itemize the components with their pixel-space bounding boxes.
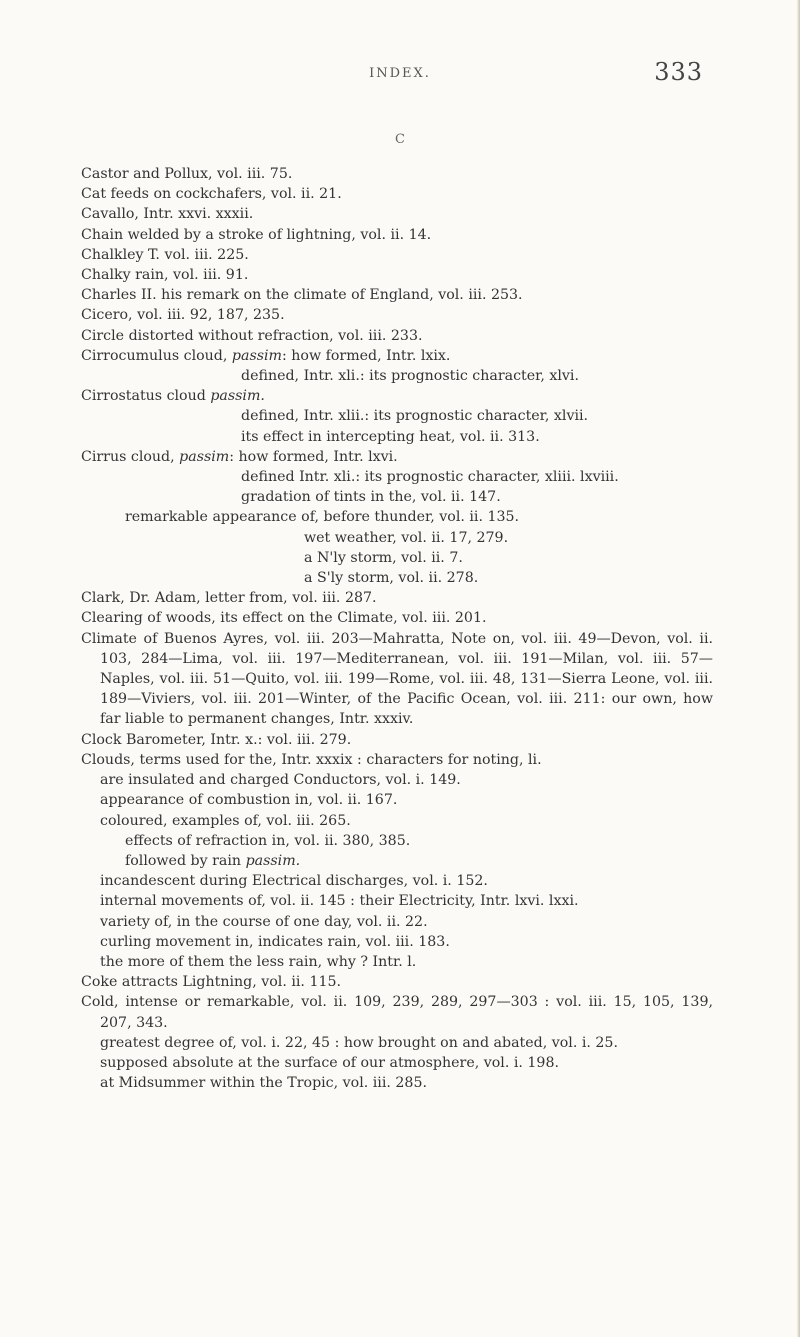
index-subentry: wet weather, vol. ii. 17, 279. — [304, 529, 509, 546]
entry-text: : how formed, Intr. lxvi. — [229, 448, 398, 465]
index-entry: Cat feeds on cockchafers, vol. ii. 21. — [81, 186, 342, 203]
index-subentry: defined Intr. xli.: its prognostic character, xliii. lxviii. — [241, 469, 619, 486]
index-entry: Coke attracts Lightning, vol. ii. 115. — [81, 974, 342, 991]
index-entry: Castor and Pollux, vol. iii. 75. — [81, 166, 293, 182]
section-letter: C — [395, 132, 405, 147]
entry-text: : how formed, Intr. lxix. — [282, 347, 451, 364]
entry-italic: passim — [231, 347, 282, 364]
entry-text: Cirrocumulus cloud, — [81, 347, 232, 364]
index-entry: Charles II. his remark on the climate of England, vol. iii. 253. — [81, 287, 523, 304]
index-entry: Clouds, terms used for the, Intr. xxxix : characters for noting, li. — [81, 751, 542, 768]
index-entry: Circle distorted without refraction, vol. iii. 233. — [81, 327, 423, 344]
index-subentry: the more of them the less rain, why ? Intr. l. — [100, 953, 417, 970]
index-subentry: a S'ly storm, vol. ii. 278. — [304, 570, 479, 587]
index-entry — [81, 346, 713, 366]
index-subentry: defined, Intr. xlii.: its prognostic character, xlvii. — [241, 408, 589, 425]
entry-text: Cirrostatus cloud — [81, 388, 211, 405]
index-entry — [81, 447, 713, 467]
index-subentry — [81, 851, 713, 871]
index-entry — [81, 386, 713, 406]
index-entry: Clock Barometer, Intr. x.: vol. iii. 279. — [81, 731, 352, 748]
running-title: INDEX. — [369, 66, 431, 81]
index-subentry: defined, Intr. xli.: its prognostic character, xlvi. — [241, 368, 579, 385]
index-subentry: remarkable appearance of, before thunder, vol. ii. 135. — [125, 509, 520, 526]
index-subentry: at Midsummer within the Tropic, vol. iii. 285. — [100, 1075, 427, 1092]
index-subentry: curling movement in, indicates rain, vol. iii. 183. — [100, 933, 450, 950]
index-subentry: are insulated and charged Conductors, vol. i. 149. — [100, 772, 461, 789]
entry-text: Cirrus cloud, — [81, 448, 180, 465]
index-entries — [81, 164, 713, 1093]
index-subentry: gradation of tints in the, vol. ii. 147. — [241, 489, 501, 506]
index-entry: Clearing of woods, its effect on the Climate, vol. iii. 201. — [81, 610, 487, 627]
index-entry: Cold, intense or remarkable, vol. ii. 109, 239, 289, 297—303 : vol. iii. 15, 105, 139, 207, 343. — [81, 994, 713, 1031]
entry-italic: passim — [179, 448, 230, 465]
index-entry: Chain welded by a stroke of lightning, vol. ii. 14. — [81, 226, 432, 243]
index-subentry: greatest degree of, vol. i. 22, 45 : how brought on and abated, vol. i. 25. — [100, 1034, 618, 1051]
index-entry: Cicero, vol. iii. 92, 187, 235. — [81, 307, 285, 324]
entry-text: followed by rain — [125, 852, 246, 869]
entry-italic: passim. — [245, 852, 301, 869]
entry-italic: passim. — [210, 388, 265, 405]
index-subentry: variety of, in the course of one day, vol. ii. 22. — [100, 913, 428, 930]
index-entry: Chalky rain, vol. iii. 91. — [81, 267, 249, 284]
index-subentry: appearance of combustion in, vol. ii. 167. — [100, 792, 398, 809]
index-subentry: incandescent during Electrical discharges, vol. i. 152. — [100, 873, 488, 890]
index-entry: Climate of Buenos Ayres, vol. iii. 203—Mahratta, Note on, vol. iii. 49—Devon, vol. ii. 103, 284—Lima, vol. iii. 197—Mediterranean, vol. iii. 191—Milan, vol. iii. 57—Naples, vol. iii. 51—Quito, vol. iii. 199—Rome, vol. iii. 48, 131—Sierra Leone, vol. iii. 189—Viviers, vol. iii. 201—Winter, of the Pacific Ocean, vol. iii. 211: our own, how far liable to permanent changes, Intr. xxxiv. — [81, 630, 713, 728]
index-entry: Clark, Dr. Adam, letter from, vol. iii. 287. — [81, 590, 377, 607]
index-subentry: a N'ly storm, vol. ii. 7. — [304, 549, 463, 566]
index-subentry: its effect in intercepting heat, vol. ii. 313. — [241, 428, 540, 445]
index-entry: Chalkley T. vol. iii. 225. — [81, 246, 249, 263]
index-subentry: internal movements of, vol. ii. 145 : their Electricity, Intr. lxvi. lxxi. — [100, 893, 579, 910]
index-entry: Cavallo, Intr. xxvi. xxxii. — [81, 206, 254, 223]
page-header — [0, 52, 800, 92]
index-subentry: supposed absolute at the surface of our atmosphere, vol. i. 198. — [100, 1054, 559, 1071]
index-subentry: coloured, examples of, vol. iii. 265. — [100, 812, 351, 829]
page-number: 333 — [654, 58, 703, 86]
index-subentry: effects of refraction in, vol. ii. 380, 385. — [125, 832, 411, 849]
